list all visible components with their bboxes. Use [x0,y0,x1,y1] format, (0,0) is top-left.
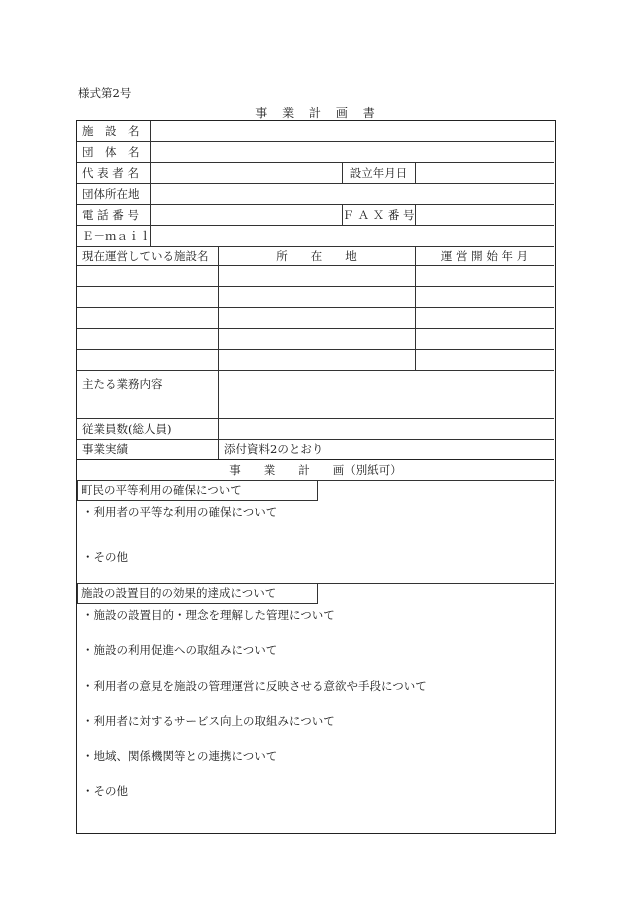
section2-item: ・利用者に対するサービス向上の取組みについて [82,714,335,728]
facility-name-label: 施 設 名 [82,124,140,138]
form-frame [76,120,556,834]
main-business-label: 主たる業務内容 [82,377,163,391]
facilities-col-start: 運 営 開 始 年 月 [440,249,529,263]
group-address-label: 団体所在地 [82,187,140,201]
phone-label: 電 話 番 号 [82,208,139,222]
section1-item: ・利用者の平等な利用の確保について [82,505,278,519]
group-name-label: 団 体 名 [82,145,140,159]
section2-item: ・地域、関係機関等との連携について [82,749,278,763]
title-char: 事 [255,106,268,120]
section2-item: ・その他 [82,784,128,798]
form-number: 様式第2号 [78,86,132,100]
representative-label: 代 表 者 名 [82,166,139,180]
title-char: 書 [362,106,375,120]
document-title [0,104,630,121]
business-record-value: 添付資料2のとおり [224,442,324,456]
section2-item: ・施設の設置目的・理念を理解した管理について [82,608,335,622]
facilities-col-location: 所 在 地 [276,249,357,263]
fax-label: Ｆ Ａ Ｘ 番 号 [342,208,415,222]
section2-label: 施設の設置目的の効果的達成について [77,583,318,604]
section1-item: ・その他 [82,550,128,564]
title-char: 計 [308,106,321,120]
section2-item: ・施設の利用促進への取組みについて [82,643,278,657]
email-label: Ｅ－ｍａｉｌ [82,229,151,243]
established-date-label: 設立年月日 [349,166,408,180]
plan-heading: 事 業 計 画（別紙可） [229,463,402,477]
title-char: 画 [335,106,348,120]
facilities-col-name: 現在運営している施設名 [82,249,209,263]
business-record-label: 事業実績 [82,442,128,456]
title-char: 業 [282,106,295,120]
employees-label: 従業員数(総人員) [82,422,172,436]
section1-label: 町民の平等利用の確保について [77,480,318,501]
section2-item: ・利用者の意見を施設の管理運営に反映させる意欲や手段について [82,679,427,693]
